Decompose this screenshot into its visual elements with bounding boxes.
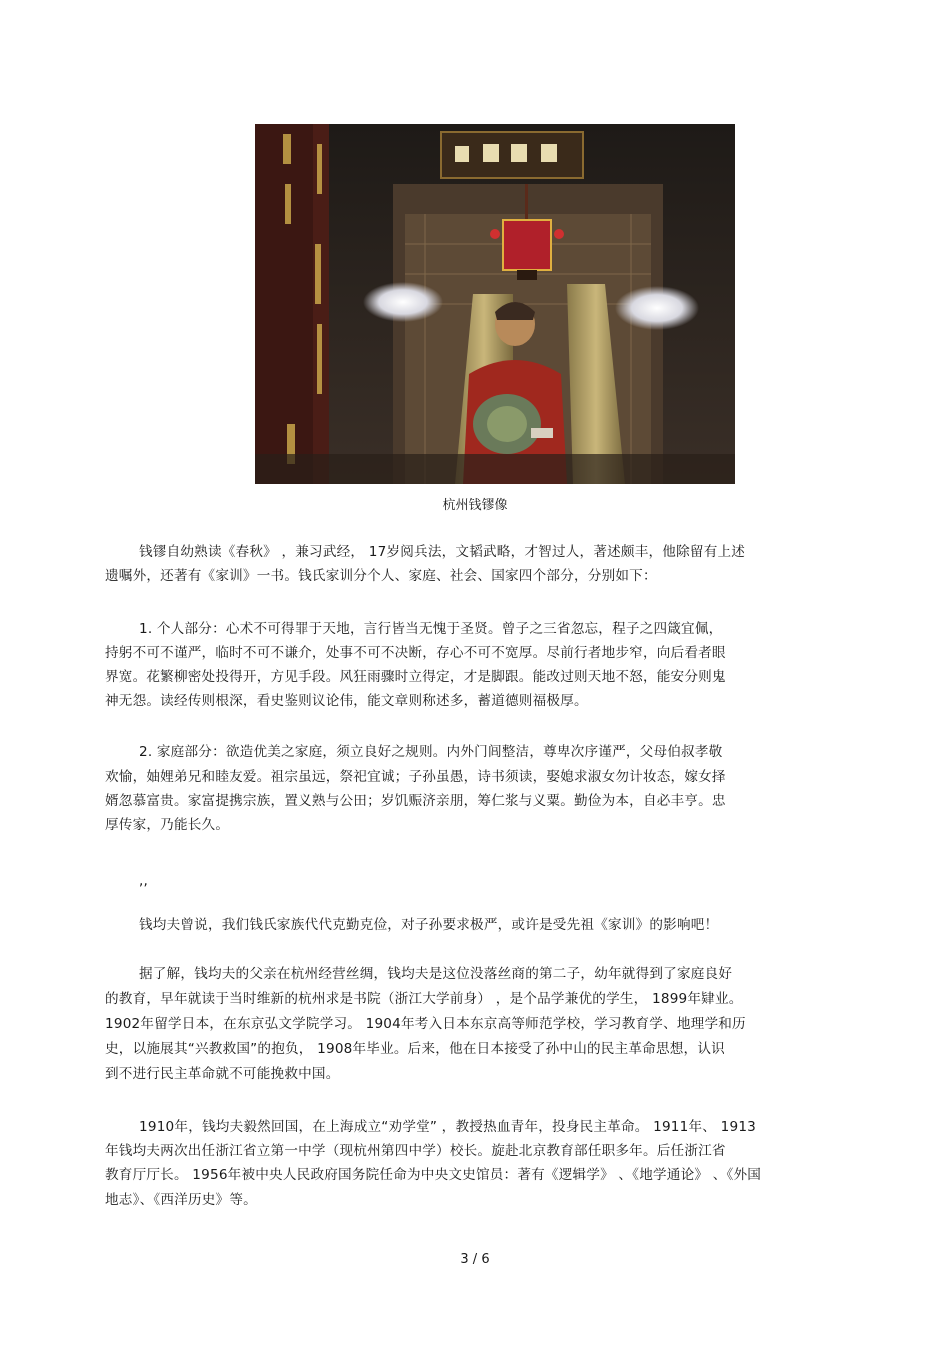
photo-caption: 杭州钱镠像 — [442, 498, 508, 513]
paragraph-line: 史，以施展其“兴教救国”的抱负， 1908年毕业。后来，他在日本接受了孙中山的民主革命思想，认识 — [105, 1041, 725, 1057]
paragraph-line: 钱镠自幼熟读《春秋》 ，兼习武经， 17岁阅兵法，文韬武略，才智过人，著述颇丰，他除留有上述 — [139, 544, 746, 560]
paragraph-line: 婿忽慕富贵。家富提携宗族，置义熟与公田；岁饥赈济亲朋，筹仁浆与义粟。勤俭为本，自必丰亨。忠 — [105, 793, 726, 809]
statue-photo — [255, 124, 735, 484]
paragraph-line: 教育厅厅长。 1956年被中央人民政府国务院任命为中央文史馆员：著有《逻辑学》 、《地学通论》 、《外国 — [105, 1167, 762, 1183]
paragraph-line: 1. 个人部分：心术不可得罪于天地，言行皆当无愧于圣贤。曾子之三省忽忘，程子之四箴宜佩， — [139, 621, 723, 637]
paragraph-line: 到不进行民主革命就不可能挽救中国。 — [105, 1066, 340, 1082]
paragraph-line: 1910年，钱均夫毅然回国，在上海成立“劝学堂” ，教授热血青年，投身民主革命。 1911年、 1913 — [139, 1119, 757, 1135]
paragraph-line: 钱均夫曾说，我们钱氏家族代代克勤克俭，对子孙要求极严，或许是受先祖《家训》的影响吧！ — [139, 917, 719, 933]
paragraph-line: 厚传家，乃能长久。 — [105, 817, 230, 833]
paragraph-line: 的教育，早年就读于当时维新的杭州求是书院（浙江大学前身） ，是个品学兼优的学生， 1899年肄业。 — [105, 991, 743, 1007]
paragraph-line: 1902年留学日本，在东京弘文学院学习。 1904年考入日本东京高等师范学校，学习教育学、地理学和历 — [105, 1016, 746, 1032]
paragraph-line: 遗嘱外，还著有《家训》一书。钱氏家训分个人、家庭、社会、国家四个部分，分别如下： — [105, 568, 657, 584]
paragraph-line: 欢愉，妯娌弟兄和睦友爱。祖宗虽远，祭祀宜诚；子孙虽愚，诗书须读，娶媳求淑女勿计妆态，嫁女择 — [105, 769, 726, 785]
page-number: 3 / 6 — [460, 1252, 490, 1267]
paragraph-line: 地志》、《西洋历史》等。 — [105, 1192, 257, 1208]
paragraph-line: 2. 家庭部分：欲造优美之家庭，须立良好之规则。内外门闾整洁，尊卑次序谨严，父母伯叔孝敬 — [139, 744, 723, 760]
paragraph-line: 年钱均夫两次出任浙江省立第一中学（现杭州第四中学）校长。旋赴北京教育部任职多年。后任浙江省 — [105, 1143, 726, 1159]
paragraph-line: 神无怨。读经传则根深，看史鉴则议论伟，能文章则称述多，蓄道德则福极厚。 — [105, 693, 588, 709]
paragraph-line: 界宽。花繁柳密处投得开，方见手段。风狂雨骤时立得定，才是脚跟。能改过则天地不怒，能安分则鬼 — [105, 669, 726, 685]
paragraph-line: 据了解，钱均夫的父亲在杭州经营丝绸，钱均夫是这位没落丝商的第二子，幼年就得到了家庭良好 — [139, 966, 733, 982]
stray-marks: ,, — [139, 873, 149, 889]
paragraph-line: 持躬不可不谨严，临时不可不谦介，处事不可不决断，存心不可不宽厚。尽前行者地步窄，向后看者眼 — [105, 645, 726, 661]
